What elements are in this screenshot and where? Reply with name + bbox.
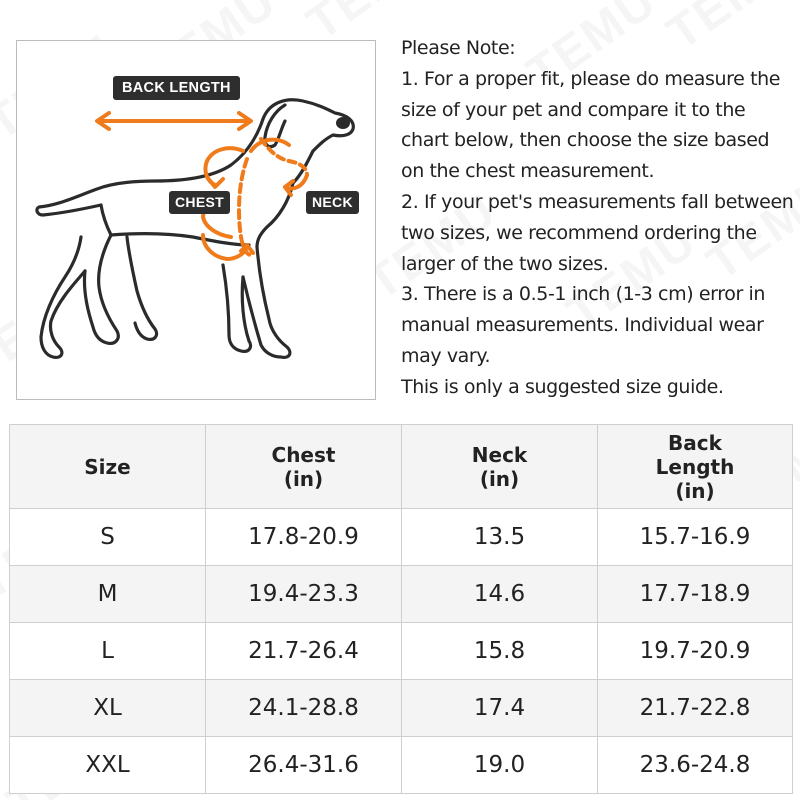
note-item-2: 2. If your pet's measurements fall between two sizes, we recommend ordering the larger of the two sizes. [401, 190, 800, 275]
neck-label: NECK [306, 191, 359, 214]
cell-size: L [10, 623, 206, 680]
cell-neck: 15.8 [402, 623, 598, 680]
size-chart-table [9, 424, 793, 794]
dog-measurement-diagram [16, 40, 376, 400]
header-back-length-text: Back Length (in) [655, 430, 735, 503]
header-size [10, 425, 206, 509]
header-back-length [598, 425, 793, 509]
header-neck-text: Neck (in) [471, 442, 528, 491]
table-header-row [10, 425, 793, 509]
cell-back-length: 23.6-24.8 [598, 737, 793, 794]
table-row [10, 680, 793, 737]
cell-neck: 13.5 [402, 509, 598, 566]
header-chest [206, 425, 402, 509]
table-row [10, 509, 793, 566]
cell-size: XXL [10, 737, 206, 794]
cell-back-length: 19.7-20.9 [598, 623, 793, 680]
cell-size: M [10, 566, 206, 623]
header-size-text: Size [84, 454, 131, 479]
cell-chest: 26.4-31.6 [206, 737, 402, 794]
cell-chest: 24.1-28.8 [206, 680, 402, 737]
cell-neck: 19.0 [402, 737, 598, 794]
note-item-1: 1. For a proper fit, please do measure the size of your pet and compare it to the chart below, then choose the size based on the chest measurement. [401, 67, 786, 183]
cell-back-length: 15.7-16.9 [598, 509, 793, 566]
cell-chest: 17.8-20.9 [206, 509, 402, 566]
chest-label: CHEST [169, 191, 230, 214]
table-row [10, 737, 793, 794]
cell-chest: 19.4-23.3 [206, 566, 402, 623]
table-row [10, 623, 793, 680]
header-neck [402, 425, 598, 509]
table-row [10, 566, 793, 623]
cell-size: S [10, 509, 206, 566]
cell-chest: 21.7-26.4 [206, 623, 402, 680]
header-chest-text: Chest (in) [271, 442, 336, 491]
cell-size: XL [10, 680, 206, 737]
back-length-label: BACK LENGTH [113, 76, 240, 100]
notes-footer: This is only a suggested size guide. [401, 375, 724, 398]
size-notes [401, 33, 800, 403]
cell-neck: 14.6 [402, 566, 598, 623]
dog-outline [37, 100, 353, 358]
note-item-3: 3. There is a 0.5-1 inch (1-3 cm) error in manual measurements. Individual wear may vary. [401, 283, 771, 367]
notes-heading: Please Note: [401, 37, 516, 59]
cell-back-length: 17.7-18.9 [598, 566, 793, 623]
cell-back-length: 21.7-22.8 [598, 680, 793, 737]
cell-neck: 17.4 [402, 680, 598, 737]
